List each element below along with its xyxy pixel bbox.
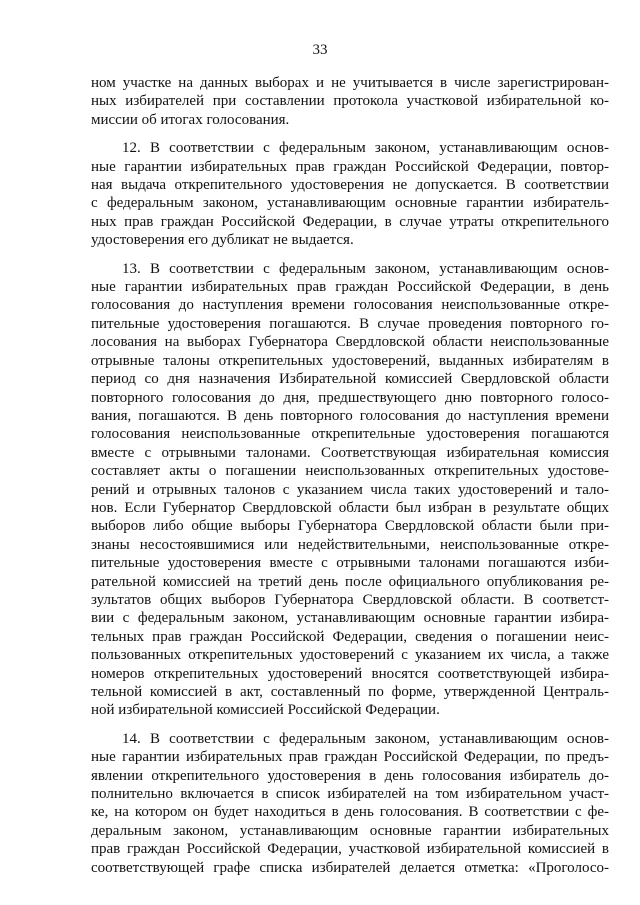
text-line: номеров открепительных удостоверений вносятся соответствующей избира-	[91, 665, 609, 682]
text-line: деральным законом, устанавливающим основные гарантии избирательных	[91, 822, 609, 839]
text-line: тельных прав граждан Российской Федерации, сведения о погашении неис-	[91, 628, 609, 645]
text-line: выборов либо общие выборы Губернатора Свердловской области были при-	[91, 518, 609, 535]
text-line: тельной комиссией в акт, составленный по форме, утвержденной Централь-	[91, 684, 609, 700]
text-line: вания, погашаются. В день повторного голосования до наступления времени	[91, 407, 609, 424]
text-line: удостоверения его дубликат не выдается.	[91, 232, 354, 249]
text-line: 12. В соответствии с федеральным законом, устанавливающим основ-	[122, 140, 609, 157]
text-line: явлении открепительного удостоверения в день голосования избиратель до-	[91, 767, 609, 784]
text-line: миссии об итогах голосования.	[91, 111, 290, 128]
document-body	[91, 74, 609, 887]
text-line: ке, на котором он будет находиться в день голосования. В соответствии с фе-	[91, 804, 609, 821]
text-line: голосования неиспользованные открепительные удостоверения погашаются	[91, 426, 609, 443]
text-line: ные гарантии избирательных прав граждан Российской Федерации, по предъ-	[91, 749, 609, 766]
text-line: с федеральным законом, устанавливающим основные гарантии избиратель-	[91, 195, 609, 212]
text-line: вместе с отрывными талонами. Соответствующая избирательная комиссия	[91, 444, 609, 461]
page-number: 33	[312, 42, 328, 58]
text-line: период со дня назначения Избирательной комиссией Свердловской области	[91, 371, 609, 388]
text-line: соответствующей графе списка избирателей делается отметка: «Проголосо-	[91, 859, 609, 876]
paragraph-14	[91, 730, 609, 877]
text-line: ном участке на данных выборах и не учитывается в числе зарегистрирован-	[91, 75, 609, 91]
text-line: рательной комиссией на третий день после официального опубликования ре-	[91, 573, 609, 590]
text-line: ные гарантии избирательных прав граждан Российской Федерации, повтор-	[91, 158, 609, 175]
text-line: пительные удостоверения вместе с отрывными талонами погашаются изби-	[91, 555, 609, 572]
text-line: повторного голосования до дня, предшествующего дню повторного голосо-	[91, 389, 609, 406]
text-line: нов. Если Губернатор Свердловской области был избран в результате общих	[91, 499, 609, 516]
text-line: пительные удостоверения погашаются. В случае проведения повторного го-	[91, 315, 609, 332]
text-line: прав граждан Российской Федерации, участковой избирательной комиссией в	[91, 841, 609, 858]
text-line: ных избирателей при составлении протокола участковой избирательной ко-	[91, 93, 609, 110]
text-line: отрывные талоны открепительных удостоверений, выданных избирателям в	[91, 352, 609, 369]
text-line: вии с федеральным законом, устанавливающим основные гарантии избира-	[91, 610, 609, 627]
text-line: ная выдача открепительного удостоверения не допускается. В соответствии	[91, 177, 609, 194]
text-line: голосования до наступления времени голосования неиспользованные откре-	[91, 297, 609, 314]
text-line: ной избирательной комиссией Российской Федерации.	[91, 702, 440, 719]
text-line: рений и отрывных талонов с указанием числа таких удостоверений и тало-	[91, 481, 609, 498]
text-line: ных прав граждан Российской Федерации, в случае утраты открепительного	[91, 213, 609, 230]
text-line: полнительно включается в список избирателей на том избирательном участ-	[91, 786, 609, 803]
text-line: 13. В соответствии с федеральным законом, устанавливающим основ-	[122, 260, 609, 277]
text-line: составляет акты о погашении неиспользованных открепительных удостове-	[91, 463, 609, 480]
text-line: 14. В соответствии с федеральным законом, устанавливающим основ-	[122, 730, 609, 747]
text-line: лосования на выборах Губернатора Свердловской области неиспользованные	[91, 334, 609, 351]
text-line: знаны несостоявшимися или недействительными, неиспользованные откре-	[91, 536, 609, 553]
paragraph-continued	[91, 74, 609, 129]
text-line: зультатов общих выборов Губернатора Свердловской области. В соответст-	[91, 591, 609, 608]
text-line: ные гарантии избирательных прав граждан Российской Федерации, в день	[91, 279, 609, 296]
paragraph-12	[91, 139, 609, 249]
paragraph-13	[91, 260, 609, 720]
text-line: пользованных открепительных удостоверений с указанием их числа, а также	[91, 647, 609, 664]
